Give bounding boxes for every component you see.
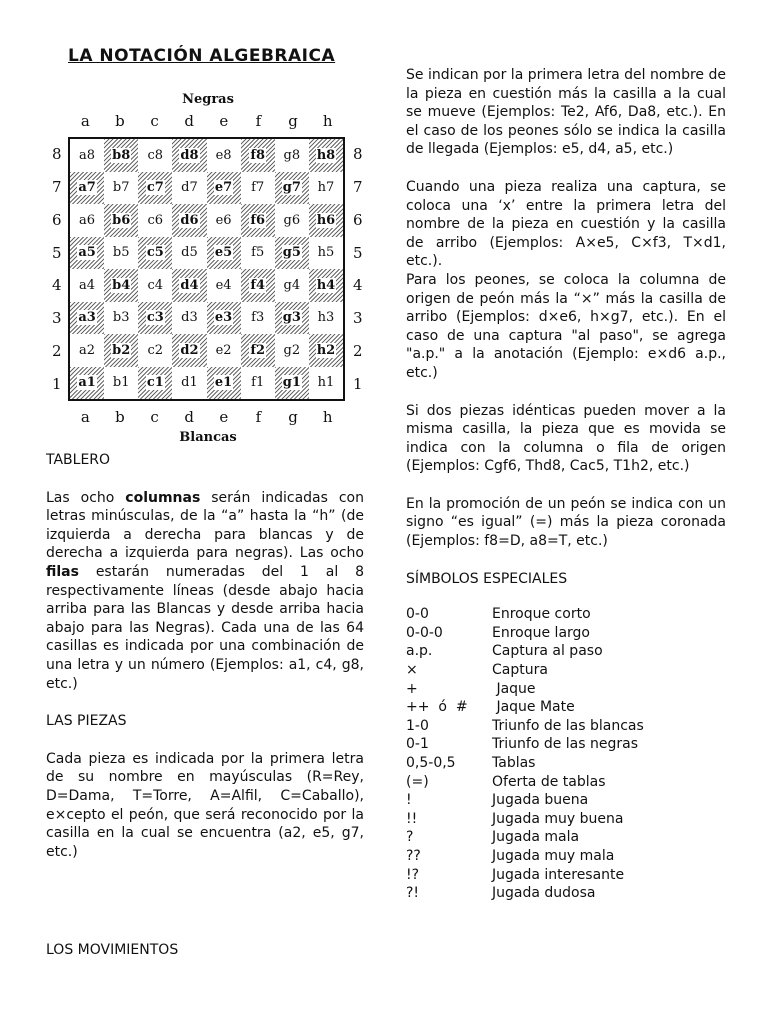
chessboard-figure bbox=[48, 92, 368, 448]
board-square bbox=[70, 334, 104, 367]
symbol-row bbox=[406, 642, 726, 661]
rank-label: 3 bbox=[52, 309, 62, 328]
board-square bbox=[172, 237, 206, 270]
ranks-right bbox=[353, 138, 363, 400]
board-square bbox=[138, 302, 172, 335]
square-label: e8 bbox=[215, 147, 232, 163]
square-label: d1 bbox=[181, 375, 198, 391]
board-square bbox=[207, 204, 241, 237]
board-square bbox=[309, 269, 343, 302]
board-square bbox=[70, 367, 104, 400]
board-square bbox=[70, 139, 104, 172]
board-square bbox=[309, 172, 343, 205]
square-label: d8 bbox=[180, 147, 199, 163]
square-label: b8 bbox=[112, 147, 131, 163]
rank-label: 6 bbox=[353, 210, 363, 229]
symbol-row bbox=[406, 717, 726, 736]
board-square bbox=[275, 139, 309, 172]
board-square bbox=[207, 269, 241, 302]
board-square bbox=[241, 139, 275, 172]
square-label: a1 bbox=[78, 375, 96, 391]
board-square bbox=[275, 269, 309, 302]
files-top bbox=[68, 112, 345, 130]
file-label: c bbox=[150, 112, 159, 130]
board-square bbox=[207, 367, 241, 400]
board-square bbox=[241, 367, 275, 400]
square-label: g5 bbox=[282, 245, 301, 261]
symbol-row bbox=[406, 791, 726, 810]
symbol-meaning: Jugada buena bbox=[492, 792, 589, 809]
board-square bbox=[309, 204, 343, 237]
board-square bbox=[241, 237, 275, 270]
rank-label: 4 bbox=[52, 276, 62, 295]
board-square bbox=[70, 204, 104, 237]
square-label: a3 bbox=[78, 310, 96, 326]
board-square bbox=[70, 237, 104, 270]
symbol-meaning: Captura al paso bbox=[492, 643, 603, 660]
symbol-row bbox=[406, 624, 726, 643]
square-label: c8 bbox=[147, 147, 164, 163]
symbol-meaning: Jugada muy mala bbox=[492, 847, 615, 864]
board-square bbox=[172, 139, 206, 172]
square-label: c2 bbox=[147, 342, 164, 358]
board-square bbox=[138, 204, 172, 237]
square-label: c1 bbox=[146, 375, 164, 391]
symbol: 0,5-0,5 bbox=[406, 755, 456, 771]
board-square bbox=[104, 204, 138, 237]
board-square bbox=[104, 237, 138, 270]
board-square bbox=[138, 269, 172, 302]
file-label: d bbox=[184, 112, 194, 130]
symbol-row bbox=[406, 828, 726, 847]
tablero-paragraph bbox=[46, 489, 364, 694]
square-label: e1 bbox=[214, 375, 233, 391]
square-label: g4 bbox=[283, 277, 301, 293]
symbol: + bbox=[406, 680, 418, 697]
square-label: b3 bbox=[112, 310, 130, 326]
board-square bbox=[172, 269, 206, 302]
symbol-meaning: Captura bbox=[492, 662, 548, 679]
symbol-meaning: Tablas bbox=[492, 755, 536, 771]
square-label: h1 bbox=[317, 375, 335, 391]
tablero-bold-filas: filas bbox=[46, 563, 79, 580]
tablero-text-1: Las ocho bbox=[46, 489, 126, 506]
square-label: d4 bbox=[180, 277, 199, 293]
piezas-heading: LAS PIEZAS bbox=[46, 713, 127, 730]
square-label: f5 bbox=[251, 245, 265, 261]
movimientos-heading: LOS MOVIMIENTOS bbox=[46, 942, 179, 958]
symbol-meaning: Jaque bbox=[492, 680, 536, 697]
board-square bbox=[309, 334, 343, 367]
board-square bbox=[172, 204, 206, 237]
square-label: h6 bbox=[316, 212, 336, 228]
square-label: b7 bbox=[112, 180, 130, 196]
board-square bbox=[275, 172, 309, 205]
symbol-row bbox=[406, 605, 726, 624]
square-label: h5 bbox=[317, 245, 335, 261]
paragraph-disambiguation: Si dos piezas idénticas pueden mover a la misma casilla, la pieza que es movida se indica con la columna o fila de origen (Ejemplos: Cgf6, Thd8, Cac5, T1h2, etc.) bbox=[406, 402, 726, 475]
tablero-bold-columnas: columnas bbox=[125, 489, 201, 506]
board-square bbox=[207, 139, 241, 172]
symbol-meaning: Jugada interesante bbox=[492, 866, 625, 883]
square-label: b5 bbox=[112, 245, 130, 261]
symbol: ? bbox=[406, 829, 414, 846]
rank-label: 2 bbox=[52, 341, 62, 360]
symbol-meaning: Triunfo de las negras bbox=[492, 736, 638, 753]
square-label: b1 bbox=[112, 375, 130, 391]
paragraph-pawn-captures: Para los peones, se coloca la columna de origen de peón más la “×” más la casilla de arribo (Ejemplos: d×e6, h×g7, etc.). En el caso de una captura "al paso", se agrega "a.p." a la anotación (Ejemplo: e×d6 a.p., etc.) bbox=[406, 271, 726, 381]
files-bottom bbox=[68, 408, 345, 426]
square-label: e5 bbox=[214, 245, 233, 261]
board-bottom-label: Blancas bbox=[179, 430, 237, 445]
symbol-meaning: Enroque largo bbox=[492, 624, 590, 641]
board-square bbox=[275, 302, 309, 335]
square-label: f3 bbox=[251, 310, 265, 326]
symbol-row bbox=[406, 884, 726, 903]
board-square bbox=[309, 367, 343, 400]
square-label: e7 bbox=[214, 180, 233, 196]
rank-label: 7 bbox=[52, 178, 62, 197]
symbol-row bbox=[406, 680, 726, 699]
board-top-label: Negras bbox=[182, 92, 234, 107]
rank-label: 2 bbox=[353, 341, 363, 360]
square-label: f2 bbox=[250, 342, 265, 358]
square-label: c7 bbox=[146, 180, 164, 196]
board-square bbox=[275, 204, 309, 237]
square-label: a7 bbox=[78, 180, 96, 196]
rank-label: 6 bbox=[52, 210, 62, 229]
tablero-heading: TABLERO bbox=[46, 452, 111, 468]
square-label: f6 bbox=[250, 212, 265, 228]
board-square bbox=[241, 302, 275, 335]
board-square bbox=[70, 269, 104, 302]
board-square bbox=[138, 172, 172, 205]
piezas-paragraph: Cada pieza es indicada por la primera letra de su nombre en mayúsculas (R=Rey, D=Dama, T=Torre, A=Alfil, C=Caballo), e×cepto el peón, que será reconocido por la casilla en la cual se encuentra (a2, e5, g7, etc.) bbox=[46, 750, 364, 860]
square-label: d7 bbox=[181, 180, 198, 196]
file-label: d bbox=[184, 408, 194, 426]
board-square bbox=[70, 172, 104, 205]
file-label: h bbox=[322, 112, 333, 130]
rank-label: 5 bbox=[353, 243, 363, 262]
square-label: c5 bbox=[146, 245, 164, 261]
square-label: d3 bbox=[181, 310, 198, 326]
left-column bbox=[46, 451, 364, 958]
file-label: b bbox=[115, 408, 125, 426]
symbol-meaning: Jugada mala bbox=[492, 829, 580, 846]
rank-label: 1 bbox=[353, 374, 363, 393]
square-label: f4 bbox=[250, 277, 265, 293]
square-label: a8 bbox=[79, 147, 96, 163]
square-label: d2 bbox=[180, 342, 199, 358]
file-label: c bbox=[150, 408, 159, 426]
symbol-meaning: Jaque Mate bbox=[492, 699, 575, 716]
symbol-row bbox=[406, 754, 726, 773]
board-square bbox=[241, 269, 275, 302]
board-square bbox=[104, 269, 138, 302]
board-square bbox=[275, 237, 309, 270]
square-label: b4 bbox=[112, 277, 131, 293]
symbol: ++ ó # bbox=[406, 699, 468, 716]
symbol-meaning: Jugada dudosa bbox=[492, 885, 596, 902]
board-square bbox=[70, 302, 104, 335]
symbol: × bbox=[406, 662, 418, 679]
rank-label: 8 bbox=[52, 145, 62, 164]
symbol-row bbox=[406, 810, 726, 829]
paragraph-captures: Cuando una pieza realiza una captura, se coloca una ‘x’ entre la primera letra del nombre de la pieza en cuestión y la casilla de arribo (Ejemplos: A×e5, C×f3, T×d1, etc.). bbox=[406, 178, 726, 270]
chessboard bbox=[68, 137, 345, 401]
rank-label: 4 bbox=[353, 276, 363, 295]
square-label: h2 bbox=[316, 342, 336, 358]
square-label: g6 bbox=[283, 212, 301, 228]
square-label: a4 bbox=[79, 277, 96, 293]
square-label: h3 bbox=[317, 310, 335, 326]
square-label: g2 bbox=[283, 342, 301, 358]
board-square bbox=[207, 334, 241, 367]
tablero-text-2: serán indicadas con letras minúsculas, de la “a” hasta la “h” (de izquierda a derecha para blancas y de derecha a izquierda para negras). Las ocho bbox=[46, 489, 364, 562]
board-square bbox=[138, 237, 172, 270]
square-label: e2 bbox=[215, 342, 232, 358]
symbol-row bbox=[406, 661, 726, 680]
file-label: f bbox=[255, 408, 262, 426]
symbol: !? bbox=[406, 866, 420, 883]
square-label: f8 bbox=[250, 147, 265, 163]
file-label: g bbox=[288, 112, 298, 130]
board-square bbox=[104, 334, 138, 367]
board-square bbox=[309, 237, 343, 270]
file-label: b bbox=[115, 112, 125, 130]
board-square bbox=[207, 237, 241, 270]
board-square bbox=[275, 367, 309, 400]
square-label: c6 bbox=[147, 212, 164, 228]
symbol: (=) bbox=[406, 773, 429, 790]
board-square bbox=[241, 204, 275, 237]
symbol-meaning: Triunfo de las blancas bbox=[492, 717, 644, 734]
board-square bbox=[275, 334, 309, 367]
square-label: h4 bbox=[316, 277, 336, 293]
board-square bbox=[309, 302, 343, 335]
rank-label: 7 bbox=[353, 178, 363, 197]
board-square bbox=[172, 302, 206, 335]
board-square bbox=[104, 302, 138, 335]
board-square bbox=[138, 139, 172, 172]
file-label: h bbox=[322, 408, 333, 426]
symbol: a.p. bbox=[406, 643, 433, 660]
file-label: e bbox=[219, 408, 229, 426]
symbol: ! bbox=[406, 792, 412, 809]
symbol-row bbox=[406, 866, 726, 885]
square-label: b2 bbox=[112, 342, 131, 358]
symbol: ?! bbox=[406, 885, 420, 902]
symbol-meaning: Oferta de tablas bbox=[492, 773, 606, 790]
square-label: a5 bbox=[78, 245, 96, 261]
board-square bbox=[172, 172, 206, 205]
rank-label: 5 bbox=[52, 243, 62, 262]
symbol: ?? bbox=[406, 847, 421, 864]
file-label: a bbox=[80, 408, 90, 426]
board-square bbox=[138, 367, 172, 400]
file-label: g bbox=[288, 408, 298, 426]
symbols-list bbox=[406, 605, 726, 903]
file-label: a bbox=[80, 112, 90, 130]
symbol-meaning: Jugada muy buena bbox=[492, 810, 624, 827]
board-square bbox=[138, 334, 172, 367]
square-label: c4 bbox=[147, 277, 164, 293]
board-square bbox=[207, 172, 241, 205]
board-square bbox=[241, 172, 275, 205]
board-square bbox=[104, 172, 138, 205]
page-title: LA NOTACIÓN ALGEBRAICA bbox=[68, 46, 336, 66]
square-label: c3 bbox=[146, 310, 164, 326]
square-label: d6 bbox=[180, 212, 199, 228]
symbols-heading: SÍMBOLOS ESPECIALES bbox=[406, 570, 568, 587]
board-square bbox=[241, 334, 275, 367]
board-square bbox=[172, 367, 206, 400]
rank-label: 3 bbox=[353, 309, 363, 328]
square-label: e4 bbox=[215, 277, 232, 293]
ranks-left bbox=[52, 138, 62, 400]
rank-label: 8 bbox=[353, 145, 363, 164]
tablero-text-3: estarán numeradas del 1 al 8 respectivamente líneas (desde abajo hacia arriba para las Blancas y desde arriba hacia abajo para las Negras). Cada una de las 64 casillas es indicada por una combinación de una letra y un número (Ejemplos: a1, c4, g8, etc.) bbox=[46, 563, 364, 692]
symbol: 0-0 bbox=[406, 606, 429, 623]
board-square bbox=[104, 367, 138, 400]
rank-label: 1 bbox=[52, 374, 62, 393]
paragraph-promotion: En la promoción de un peón se indica con un signo “es igual” (=) más la pieza coronada (Ejemplos: f8=D, a8=T, etc.) bbox=[406, 495, 726, 550]
symbol: 1-0 bbox=[406, 717, 429, 734]
square-label: g8 bbox=[283, 147, 301, 163]
symbol-row bbox=[406, 773, 726, 792]
symbol: !! bbox=[406, 810, 418, 827]
square-label: g7 bbox=[282, 180, 301, 196]
paragraph-moves: Se indican por la primera letra del nombre de la pieza en cuestión más la casilla a la cual se mueve (Ejemplos: Te2, Af6, Da8, etc.). En el caso de los peones sólo se indica la casilla de llegada (Ejemplos: e5, d4, a5, etc.) bbox=[406, 67, 726, 158]
square-label: f7 bbox=[251, 180, 265, 196]
square-label: e3 bbox=[214, 310, 233, 326]
symbol: 0-1 bbox=[406, 736, 429, 753]
square-label: e6 bbox=[215, 212, 232, 228]
right-column bbox=[406, 66, 726, 903]
square-label: h7 bbox=[317, 180, 335, 196]
square-label: d5 bbox=[181, 245, 198, 261]
symbol-row bbox=[406, 847, 726, 866]
square-label: b6 bbox=[112, 212, 131, 228]
symbol-row bbox=[406, 735, 726, 754]
board-square bbox=[172, 334, 206, 367]
square-label: g3 bbox=[282, 310, 301, 326]
square-label: a2 bbox=[79, 342, 96, 358]
square-label: g1 bbox=[282, 375, 301, 391]
file-label: e bbox=[219, 112, 229, 130]
square-label: f1 bbox=[251, 375, 265, 391]
board-square bbox=[104, 139, 138, 172]
file-label: f bbox=[255, 112, 262, 130]
board-square bbox=[309, 139, 343, 172]
symbol-meaning: Enroque corto bbox=[492, 606, 591, 623]
square-label: h8 bbox=[316, 147, 336, 163]
square-label: a6 bbox=[79, 212, 96, 228]
symbol: 0-0-0 bbox=[406, 624, 443, 641]
board-square bbox=[207, 302, 241, 335]
symbol-row bbox=[406, 698, 726, 717]
